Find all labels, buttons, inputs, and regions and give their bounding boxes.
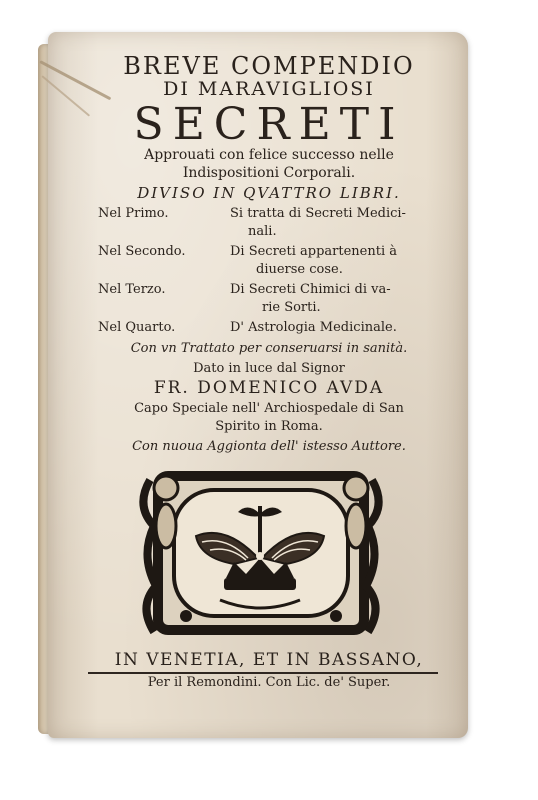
subtitle-line-1: Approuati con felice successo nelle [144,147,394,163]
author-name: FR. DOMENICO AVDA [153,378,385,398]
book-label: Nel Quarto. [98,320,176,335]
imprint-rule [88,672,438,674]
addition-line: Con nuoua Aggionta dell' istesso Auttore. [132,439,406,454]
author-position-1: Capo Speciale nell' Archiospedale di San [134,401,404,416]
title-line-2: DI MARAVIGLIOSI [163,78,375,100]
book-description-cont: diuerse cose. [256,262,343,277]
treatise-line: Con vn Trattato per conseruarsi in sanità. [130,341,408,356]
book-label: Nel Primo. [98,206,169,221]
book-label: Nel Terzo. [98,282,166,297]
division-heading: DIVISO IN QVATTRO LIBRI. [137,184,401,202]
book-description: Si tratta di Secreti Medici- [230,206,406,221]
book-description: Di Secreti Chimici di va- [230,282,391,297]
book-description-cont: nali. [248,224,277,239]
given-line: Dato in luce dal Signor [193,361,345,376]
book-description-cont: rie Sorti. [262,300,321,315]
book-description: Di Secreti appartenenti à [230,244,397,259]
printers-device-woodcut [130,466,392,638]
imprint-place: IN VENETIA, ET IN BASSANO, [114,650,424,670]
book-label: Nel Secondo. [98,244,186,259]
book-description: D' Astrologia Medicinale. [230,320,397,335]
title-main: SECRETI [133,99,405,150]
title-line-1: BREVE COMPENDIO [123,52,415,80]
subtitle-line-2: Indispositioni Corporali. [182,165,356,181]
author-position-2: Spirito in Roma. [215,419,323,434]
printer-line: Per il Remondini. Con Lic. de' Super. [147,675,391,690]
